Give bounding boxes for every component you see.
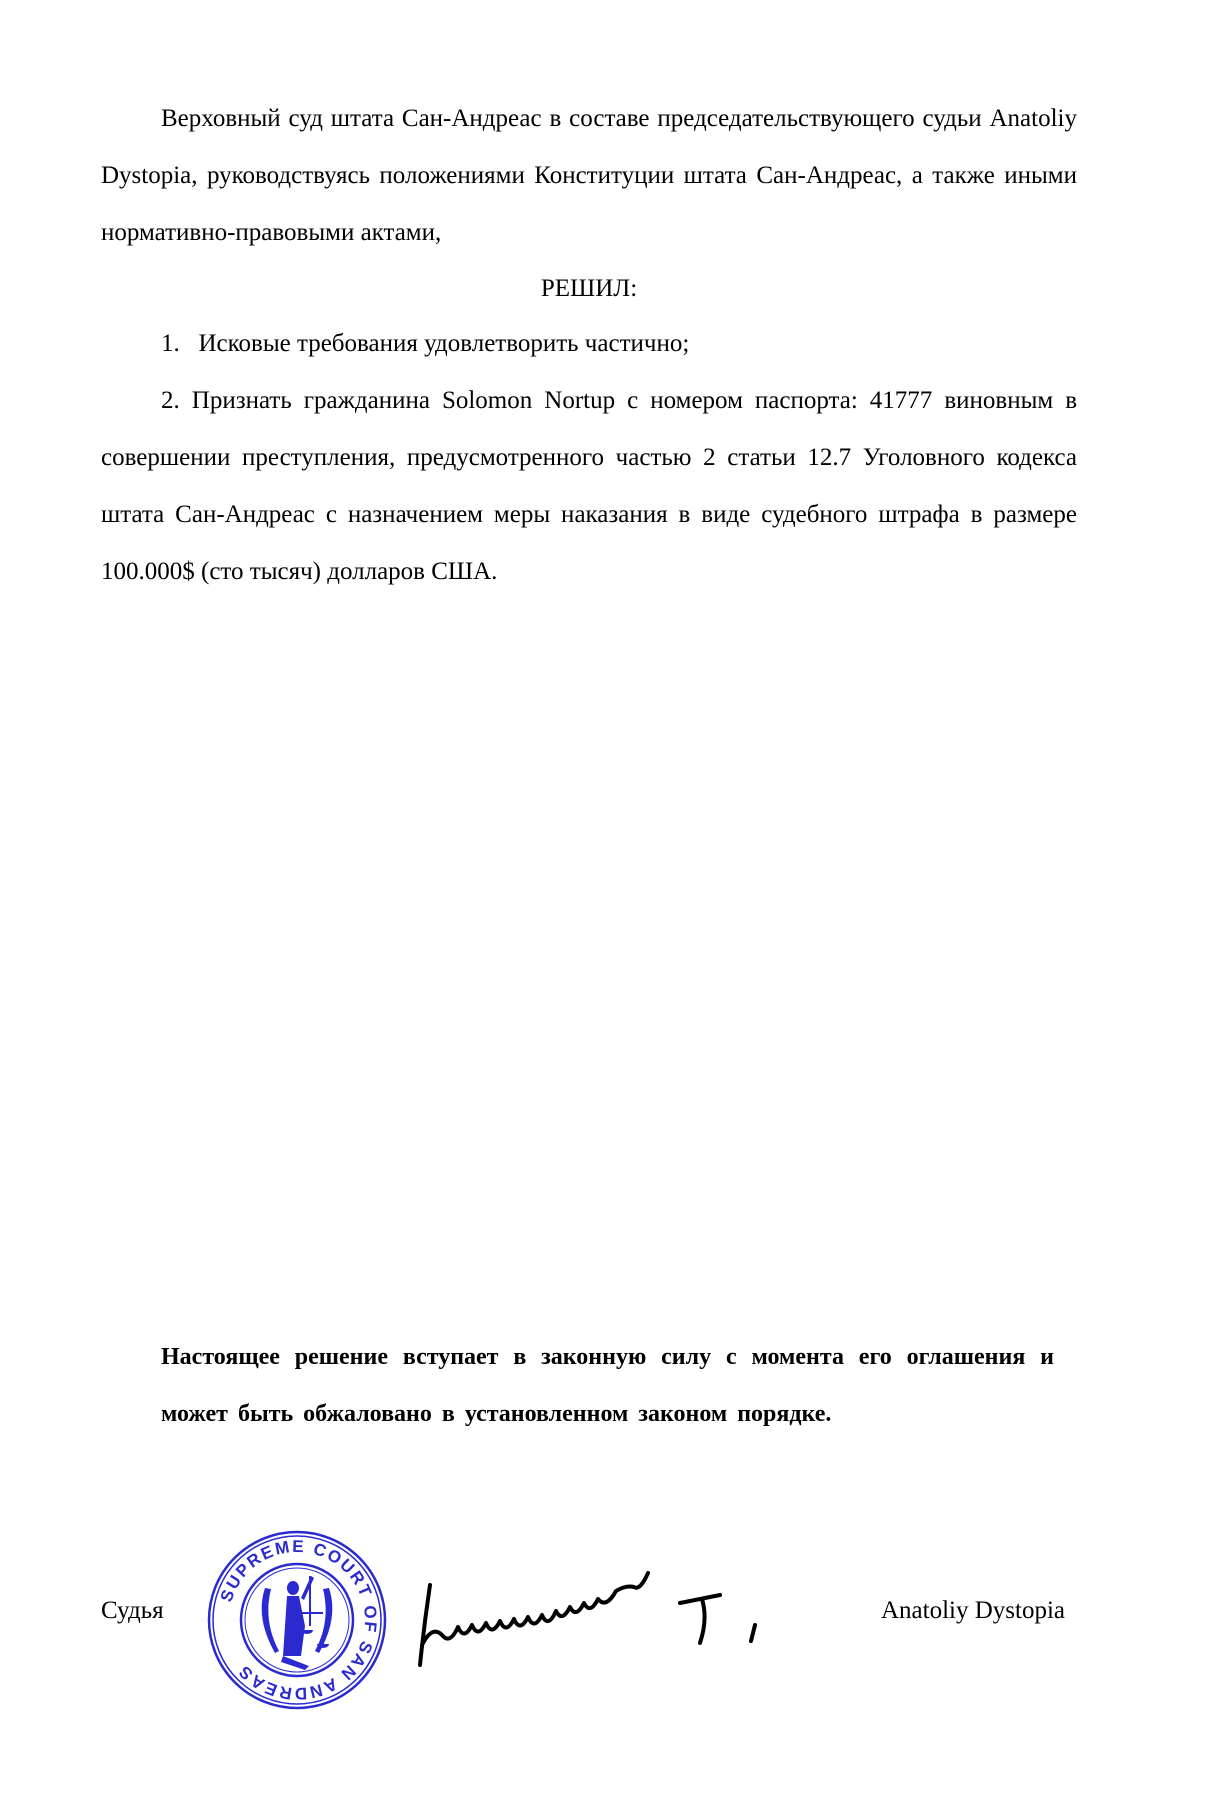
- decision-item-1: [101, 315, 1077, 372]
- decision-item-2: [101, 372, 1077, 600]
- court-seal-stamp: [205, 1528, 389, 1712]
- item-number: 2.: [161, 387, 180, 414]
- handwritten-signature: [410, 1565, 790, 1675]
- decision-heading: РЕШИЛ:: [540, 275, 638, 302]
- item-text: Признать гражданина Solomon Nortup с номером паспорта: 41777 виновным в совершении преступления, предусмотренного частью 2 статьи 12.7 Уголовного кодекса штата Сан-Андреас с назначением меры наказания в виде судебного штрафа в размере 100.000$ (сто тысяч) долларов США.: [101, 387, 1078, 585]
- signature-role: Судья: [101, 1597, 164, 1624]
- intro-paragraph: Верховный суд штата Сан-Андреас в составе председательствующего судьи Anatoliy Dystopia, руководствуясь положениями Конституции штата Сан-Андреас, а также иными нормативно-правовыми актами,: [101, 105, 1077, 246]
- legal-notice: Настоящее решение вступает в законную силу с момента его оглашения и может быть обжаловано в установленном законом порядке.: [161, 1344, 1054, 1427]
- svg-text:SUPREME COURT OF SAN ANDREAS: SUPREME COURT OF SAN ANDREAS: [216, 1536, 381, 1704]
- item-number: 1.: [161, 330, 180, 357]
- item-text: Исковые требования удовлетворить частично;: [198, 330, 690, 357]
- judge-name: Anatoliy Dystopia: [881, 1597, 1066, 1624]
